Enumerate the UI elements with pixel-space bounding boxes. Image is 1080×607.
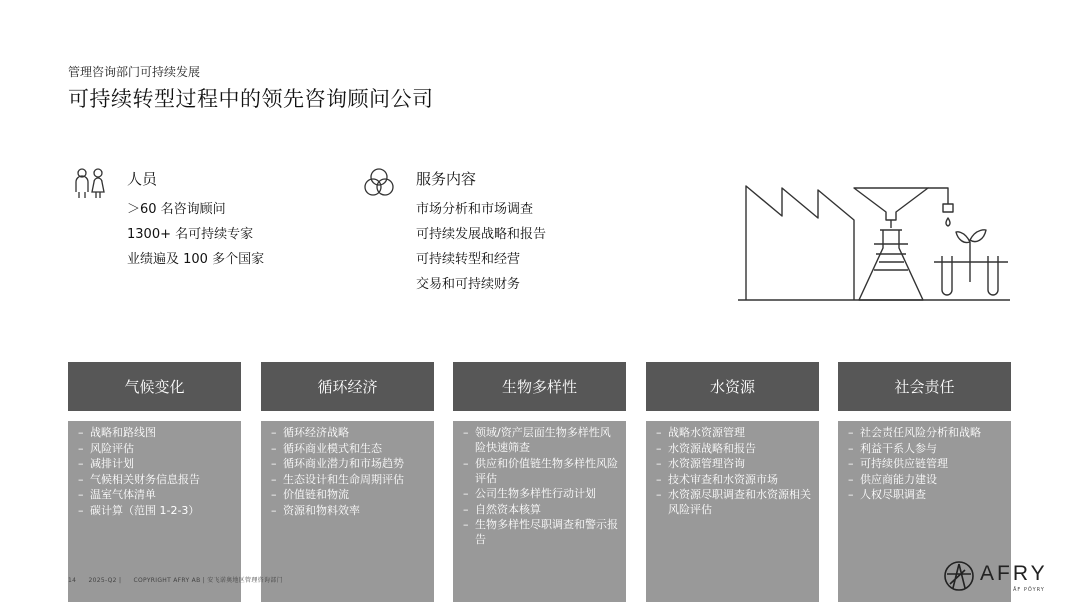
eyebrow: 管理咨询部门可持续发展 bbox=[68, 65, 201, 79]
list-item: – 供应商能力建设 bbox=[848, 472, 1005, 487]
list-item: – 风险评估 bbox=[78, 441, 235, 456]
overlapping-circles-icon bbox=[362, 166, 396, 200]
list-item: – 供应和价值链生物多样性风险评估 bbox=[463, 456, 620, 486]
people-heading: 人员 bbox=[127, 170, 158, 188]
category-climate bbox=[68, 362, 241, 602]
category-biodiversity bbox=[453, 362, 626, 602]
list-item: – 水资源管理咨询 bbox=[656, 456, 813, 471]
list-item: 可持续转型和经营 bbox=[416, 252, 521, 267]
logo-wordmark: AFRY bbox=[980, 562, 1048, 585]
list-item: – 水资源战略和报告 bbox=[656, 441, 813, 456]
list-item: – 循环商业潜力和市场趋势 bbox=[271, 456, 428, 471]
services-heading: 服务内容 bbox=[416, 170, 477, 188]
list-item: – 可持续供应链管理 bbox=[848, 456, 1005, 471]
list-item: – 社会责任风险分析和战略 bbox=[848, 425, 1005, 440]
list-item: – 减排计划 bbox=[78, 456, 235, 471]
category-title: 循环经济 bbox=[261, 362, 434, 411]
page-number: 14 bbox=[68, 577, 77, 584]
category-title: 气候变化 bbox=[68, 362, 241, 411]
people-list bbox=[127, 197, 264, 272]
people-block bbox=[73, 166, 333, 276]
category-title: 生物多样性 bbox=[453, 362, 626, 411]
category-water bbox=[646, 362, 819, 602]
category-list bbox=[453, 421, 626, 602]
footer-date: 2025-Q2 | bbox=[88, 577, 122, 584]
list-item: – 技术审查和水资源市场 bbox=[656, 472, 813, 487]
list-item: – 循环经济战略 bbox=[271, 425, 428, 440]
list-item: ＞60 名咨询顾问 bbox=[127, 202, 226, 217]
list-item: – 碳计算（范围 1-2-3） bbox=[78, 503, 235, 518]
list-item: 可持续发展战略和报告 bbox=[416, 227, 547, 242]
page-title: 可持续转型过程中的领先咨询顾问公司 bbox=[68, 87, 434, 111]
category-title: 社会责任 bbox=[838, 362, 1011, 411]
list-item: – 公司生物多样性行动计划 bbox=[463, 486, 620, 501]
list-item: – 战略水资源管理 bbox=[656, 425, 813, 440]
list-item: – 领域/资产层面生物多样性风险快速筛查 bbox=[463, 425, 620, 455]
list-item: – 利益干系人参与 bbox=[848, 441, 1005, 456]
afry-logo-mark-icon bbox=[943, 560, 975, 592]
footer-copyright: COPYRIGHT AFRY AB | 安飞诺奥地区管理咨询部门 bbox=[133, 577, 283, 584]
list-item: – 生物多样性尽职调查和警示报告 bbox=[463, 517, 620, 547]
list-item: – 水资源尽职调查和水资源相关风险评估 bbox=[656, 487, 813, 517]
list-item: – 价值链和物流 bbox=[271, 487, 428, 502]
list-item: – 气候相关财务信息报告 bbox=[78, 472, 235, 487]
list-item: 业绩遍及 100 多个国家 bbox=[127, 252, 265, 267]
category-list bbox=[646, 421, 819, 602]
list-item: 1300+ 名可持续专家 bbox=[127, 227, 254, 242]
list-item: 交易和可持续财务 bbox=[416, 277, 521, 292]
list-item: – 人权尽职调查 bbox=[848, 487, 1005, 502]
list-item: 市场分析和市场调查 bbox=[416, 202, 534, 217]
services-list bbox=[416, 197, 546, 297]
list-item: – 战略和路线图 bbox=[78, 425, 235, 440]
list-item: – 循环商业模式和生态 bbox=[271, 441, 428, 456]
afry-logo bbox=[943, 558, 1055, 598]
category-title: 水资源 bbox=[646, 362, 819, 411]
services-block bbox=[362, 166, 622, 296]
list-item: – 生态设计和生命周期评估 bbox=[271, 472, 428, 487]
category-circular-economy bbox=[261, 362, 434, 602]
list-item: – 自然资本核算 bbox=[463, 502, 620, 517]
footer bbox=[68, 575, 293, 584]
list-item: – 资源和物料效率 bbox=[271, 503, 428, 518]
logo-subtext: ÅF PÖYRY bbox=[1013, 587, 1045, 593]
list-item: – 温室气体清单 bbox=[78, 487, 235, 502]
people-icon bbox=[73, 166, 107, 200]
factory-lab-illustration bbox=[738, 158, 1038, 308]
